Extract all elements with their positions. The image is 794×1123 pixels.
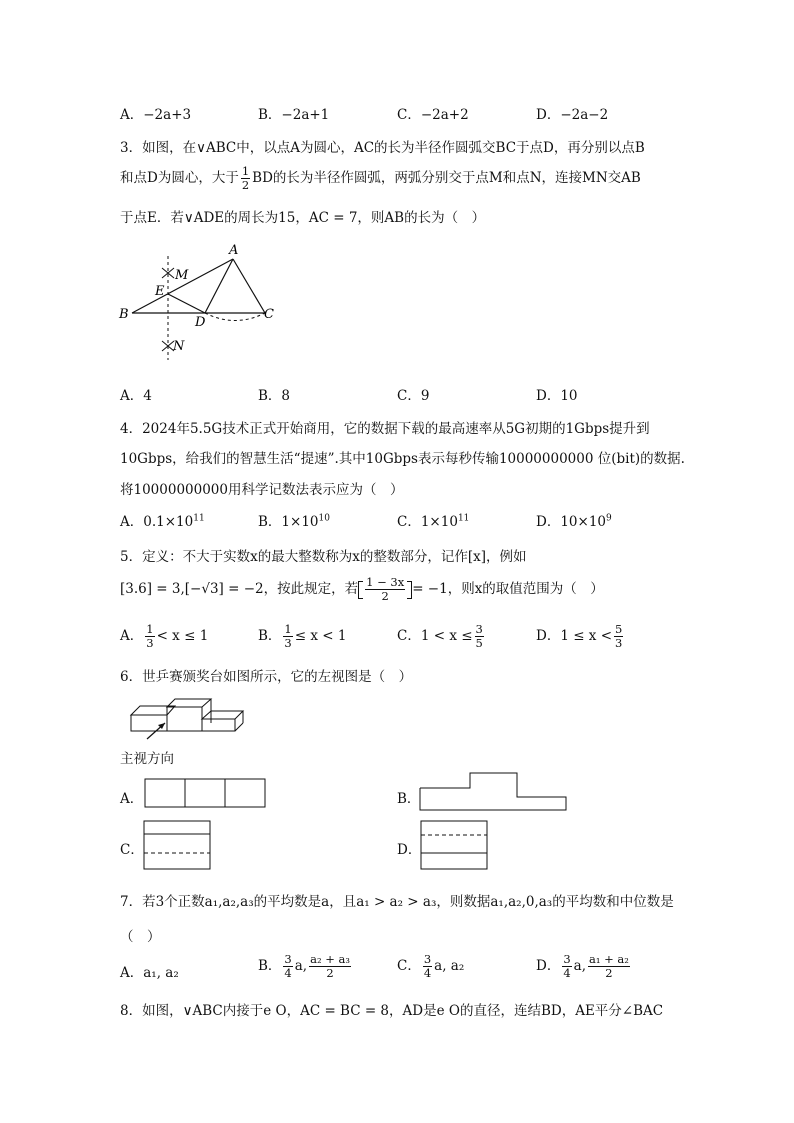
q6-caption: 主视方向 (120, 751, 174, 767)
q3-option-a: A．4 (120, 388, 152, 404)
q4-stem-line3: 将10000000000用科学记数法表示应为（ ） (120, 482, 404, 498)
q6-option-b-label: B． (397, 791, 421, 807)
q6-option-a-label: A． (120, 791, 144, 807)
q6-option-b-view (419, 772, 569, 812)
q6-podium-figure (125, 697, 250, 742)
q7-option-c: C． $\frac{3}{4}$ a, a₂ (397, 952, 465, 980)
q2-option-c: C．−2a+2 (397, 107, 469, 123)
q3-option-d: D．10 (536, 388, 578, 404)
label-A: A (229, 243, 239, 258)
q6-stem-line1: 6．世乒赛颁奖台如图所示，它的左视图是（ ） (120, 669, 413, 685)
q7-option-a: A．a₁, a₂ (120, 965, 179, 981)
label-D: D (195, 315, 206, 330)
q6-option-d-view (420, 820, 490, 872)
q3-option-c: C．9 (397, 388, 430, 404)
q4-stem-line1: 4．2024年5.5G技术正式开始商用，它的数据下载的最高速率从5G初期的1Gbps提升到 (120, 421, 650, 437)
q6-option-c-view (143, 820, 213, 872)
q2-option-d: D．−2a−2 (536, 107, 609, 123)
label-C: C (264, 307, 274, 322)
label-E: E (155, 284, 165, 299)
q5-stem-line2: [3.6] = 3,[−√3] = −2，按此规定，若 $\frac{1 - 3x}{2}$ = −1，则x的取值范围为（ ） (120, 575, 604, 603)
q5-option-c: C．1 < x ≤ $\frac{3}{5}$ (397, 622, 483, 650)
q4-option-b: B．$1\times 10^{10}$ (258, 513, 330, 530)
q4-option-d: D．$10\times 10^9$ (536, 513, 612, 530)
q3-stem-line3: 于点E．若∨ADE的周长为15，AC = 7，则AB的长为（ ） (120, 210, 486, 226)
q5-fraction: $\frac{1 - 3x}{2}$ (366, 575, 405, 603)
q6-option-a-view (144, 778, 268, 810)
q6-option-d-label: D． (397, 842, 422, 858)
q5-option-d: D．1 ≤ x < $\frac{5}{3}$ (536, 622, 623, 650)
label-B: B (119, 307, 129, 322)
q8-stem-line1: 8．如图，∨ABC内接于e O，AC = BC = 8，AD是e O的直径，连结BD，AE平分∠BAC (120, 1003, 664, 1019)
q7-stem-line1: 7．若3个正数a₁,a₂,a₃的平均数是a，且a₁ > a₂ > a₃，则数据a₁,a₂,0,a₃的平均数和中位数是 (120, 894, 674, 910)
q3-stem-line2: 和点D为圆心，大于 $\frac{1}{2}$ BD的长为半径作圆弧，两弧分别交于点M和点N，连接MN交AB (120, 164, 641, 192)
q5-stem-line1: 5．定义：不大于实数x的最大整数称为x的整数部分，记作[x]，例如 (120, 549, 527, 565)
q3-triangle-figure (115, 238, 285, 363)
q2-option-b: B．−2a+1 (258, 107, 330, 123)
q7-option-d: D． $\frac{3}{4}$ a, $\frac{\text{a₁ + a₂}}{2}$ (536, 952, 629, 980)
q5-option-b: B． $\frac{1}{3}$ ≤ x < 1 (258, 622, 347, 650)
label-M: M (175, 268, 189, 283)
q5-option-a: A． $\frac{1}{3}$ < x ≤ 1 (120, 622, 209, 650)
q7-option-b: B． $\frac{3}{4}$ a, $\frac{\text{a₂ + a₃}}{2}$ (258, 952, 350, 980)
q3-half-fraction: $\frac{1}{2}$ (241, 164, 250, 192)
q6-option-c-label: C． (120, 842, 144, 858)
q4-option-a: A．$0.1\times 10^{11}$ (120, 513, 205, 530)
label-N: N (173, 339, 185, 354)
q3-stem-line1: 3．如图，在∨ABC中，以点A为圆心，AC的长为半径作圆弧交BC于点D，再分别以点B (120, 140, 645, 156)
q4-stem-line2: 10Gbps，给我们的智慧生活“提速”.其中10Gbps表示每秒传输10000000000 位(bit)的数据. (120, 451, 685, 467)
q7-stem-line2: （ ） (120, 929, 161, 945)
q4-option-c: C．$1\times 10^{11}$ (397, 513, 470, 530)
q3-option-b: B．8 (258, 388, 291, 404)
q2-option-a: A．−2a+3 (120, 107, 192, 123)
